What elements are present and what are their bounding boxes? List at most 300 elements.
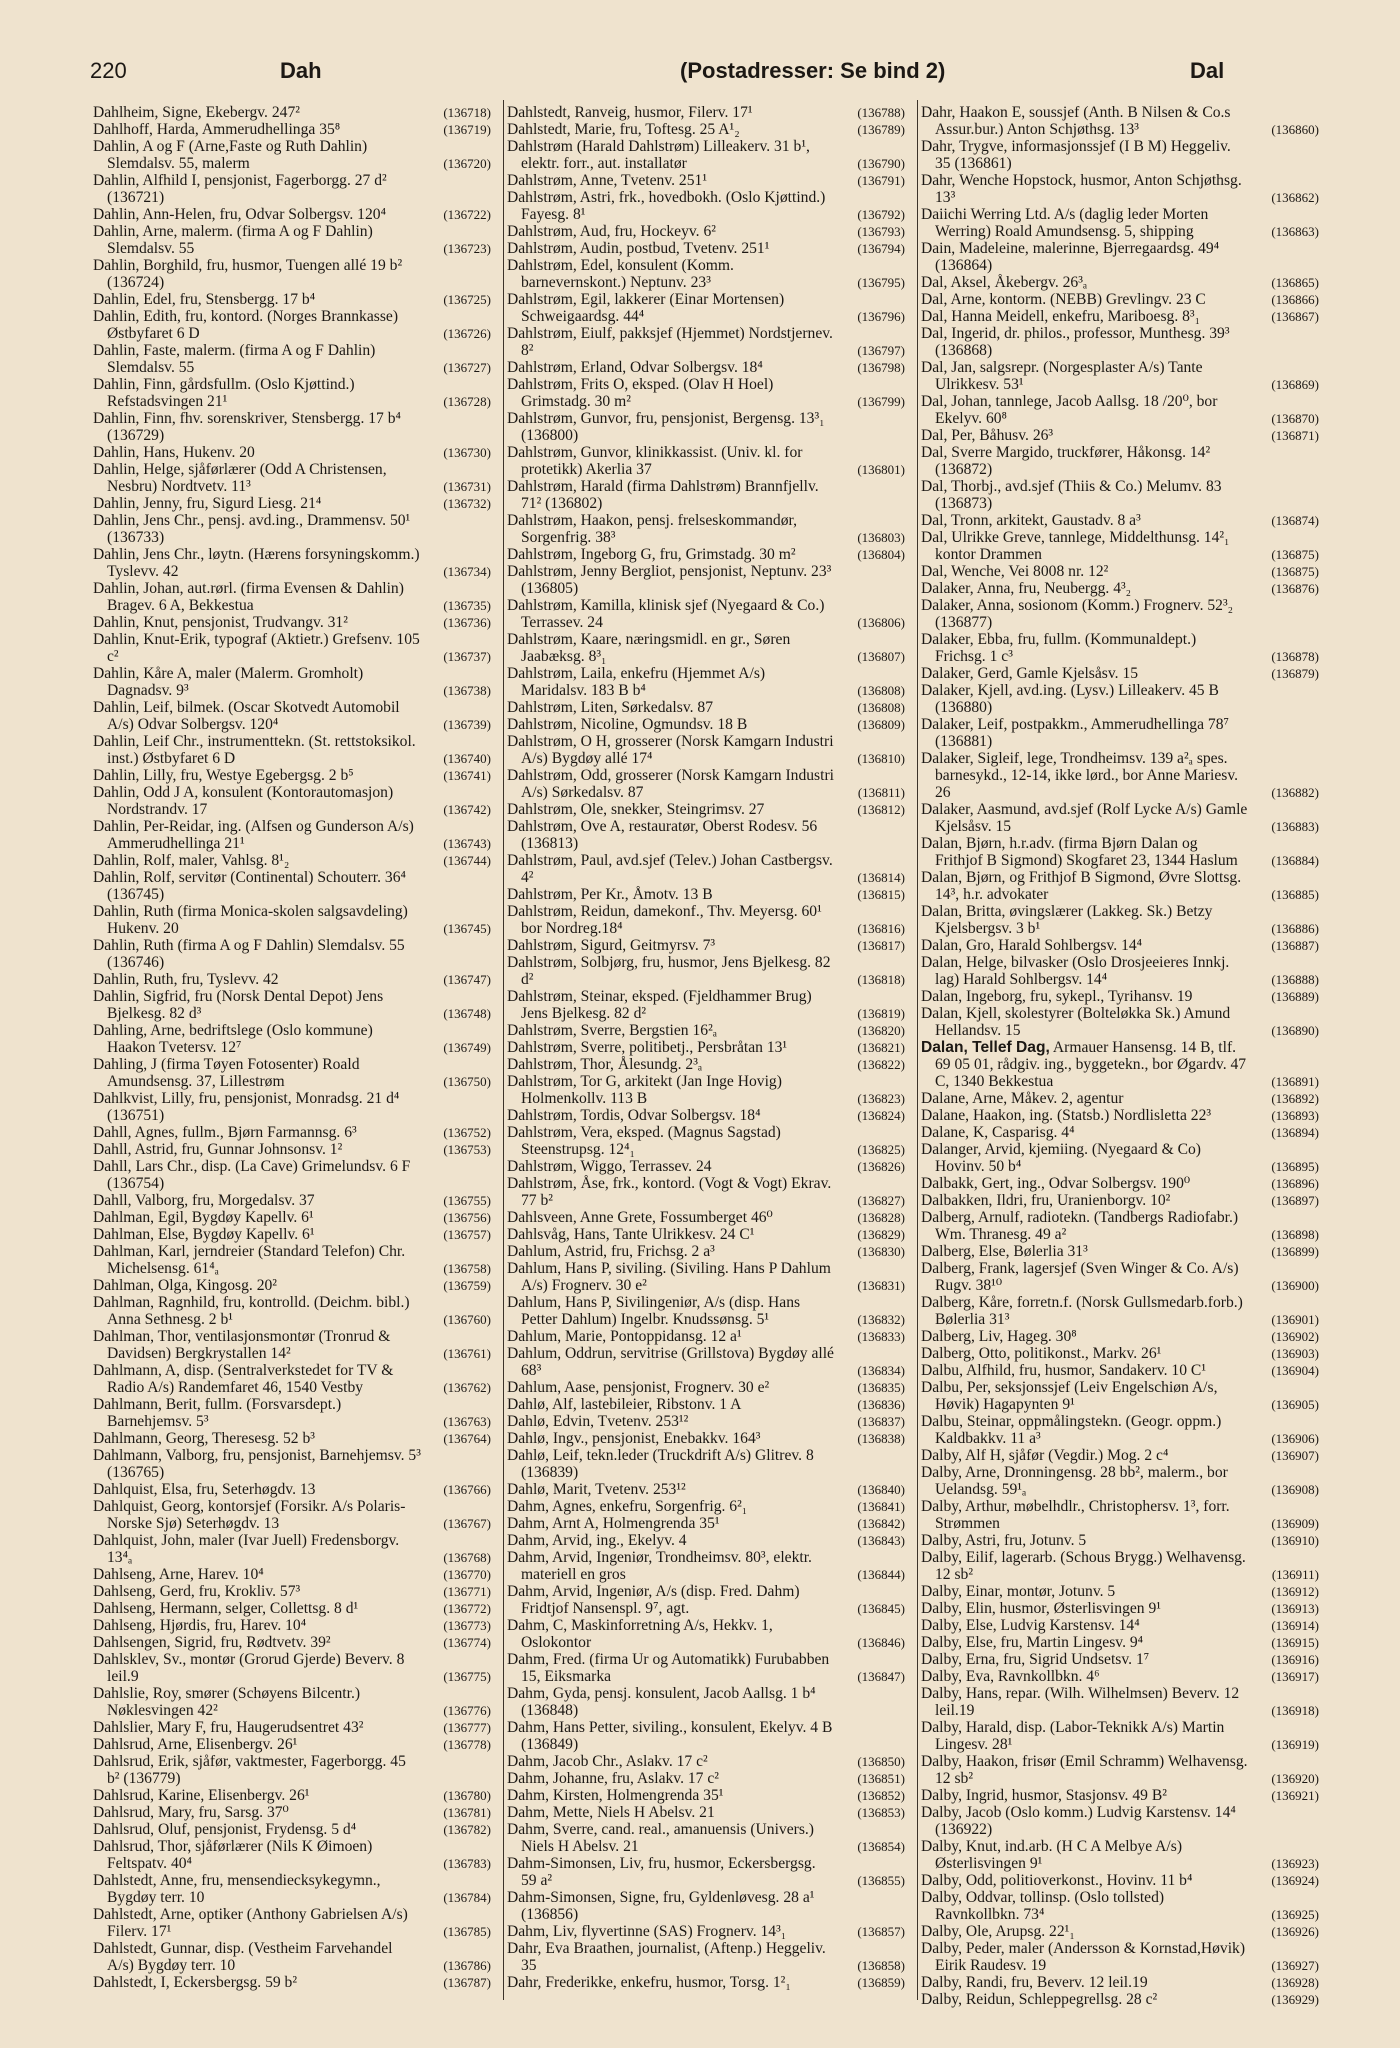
directory-entry <box>921 1838 1319 1872</box>
right-guide-word: Dal <box>1190 58 1225 83</box>
entry-number: (136815) <box>857 887 905 902</box>
directory-entry <box>921 1141 1319 1175</box>
entry-number: (136807) <box>857 649 905 664</box>
entry-number: (136817) <box>857 938 905 953</box>
entry-number: (136811) <box>857 785 905 800</box>
entry-text: Dalaker, Anna, sosionom (Komm.) Frognerv. 52³₂ (136877) <box>921 597 1234 631</box>
entry-text: Dahlin, Jens Chr., løytn. (Hærens forsyningskomm.) Tyslevv. 42 <box>93 546 420 580</box>
entry-text: Dahlin, Finn, fhv. sorenskriver, Stensbergg. 17 b⁴ (136729) <box>93 410 401 444</box>
directory-entry <box>93 733 491 767</box>
directory-entry <box>921 1923 1319 1940</box>
directory-entry <box>507 223 905 240</box>
directory-entry <box>507 1260 905 1294</box>
entry-text: Daiichi Werring Ltd. A/s (daglig leder Morten Werring) Roald Amundsensg. 5, shipping <box>921 206 1209 240</box>
entry-number: (136917) <box>1271 1669 1319 1684</box>
directory-entry <box>507 1770 905 1787</box>
entry-text: Dalbu, Alfhild, fru, husmor, Sandakerv. 10 C¹ <box>921 1362 1206 1379</box>
directory-entry <box>921 1260 1319 1294</box>
entry-text: Dahlstrøm, Kamilla, klinisk sjef (Nyegaard & Co.) Terrassev. 24 <box>507 597 825 631</box>
entry-text: Dahlseng, Hjørdis, fru, Harev. 10⁴ <box>93 1617 307 1634</box>
directory-entry <box>93 1090 491 1124</box>
entry-number: (136758) <box>443 1261 491 1276</box>
directory-entry <box>93 308 491 342</box>
entry-number: (136838) <box>857 1431 905 1446</box>
directory-entry <box>507 359 905 376</box>
entry-number: (136776) <box>443 1703 491 1718</box>
entry-number: (136924) <box>1271 1873 1319 1888</box>
directory-entry <box>921 1804 1319 1838</box>
entry-text: Dahm, Arvid, Ingeniør, Trondheimsv. 80³, elektr. materiell en gros <box>507 1549 812 1583</box>
directory-entry <box>921 1719 1319 1753</box>
entry-text: Dahlstedt, Marie, fru, Toftesg. 25 A¹₂ <box>507 121 740 138</box>
entry-number: (136798) <box>857 360 905 375</box>
directory-entry <box>921 1889 1319 1923</box>
directory-entry <box>93 1056 491 1090</box>
entry-number: (136927) <box>1271 1958 1319 1973</box>
directory-entry <box>921 1872 1319 1889</box>
entry-number: (136895) <box>1271 1159 1319 1174</box>
entry-text: Dal, Ingerid, dr. philos., professor, Munthesg. 39³ (136868) <box>921 325 1230 359</box>
entry-number: (136906) <box>1271 1431 1319 1446</box>
directory-entry <box>921 1124 1319 1141</box>
entry-text: Dahlseng, Arne, Harev. 10⁴ <box>93 1566 264 1583</box>
directory-entry <box>507 988 905 1022</box>
entry-text: Dahlman, Egil, Bygdøy Kapellv. 6¹ <box>93 1209 314 1226</box>
entry-text: Dahlman, Thor, ventilasjonsmontør (Tronrud & Davidsen) Bergkrystallen 14² <box>93 1328 391 1362</box>
entry-text: Dahlsklev, Sv., montør (Grorud Gjerde) Beverv. 8 leil.9 <box>93 1651 405 1685</box>
directory-entry <box>921 1243 1319 1260</box>
entry-number: (136926) <box>1271 1924 1319 1939</box>
entry-number: (136738) <box>443 683 491 698</box>
directory-entry <box>507 1039 905 1056</box>
directory-entry <box>507 1243 905 1260</box>
directory-entry <box>507 1719 905 1753</box>
entry-text: Dalby, Arne, Dronningensg. 28 bb², malerm., bor Uelandsg. 59¹ₐ <box>921 1464 1228 1498</box>
entry-number: (136888) <box>1271 972 1319 987</box>
entry-text: Dahlstrøm, Wiggo, Terrassev. 24 <box>507 1158 712 1175</box>
entry-number: (136772) <box>443 1601 491 1616</box>
entry-text: Dahll, Agnes, fullm., Bjørn Farmannsg. 6³ <box>93 1124 357 1141</box>
entry-text: Dahlstrøm, Sverre, politibetj., Persbråtan 13¹ <box>507 1039 788 1056</box>
entry-text: Dalby, Randi, fru, Beverv. 12 leil.19 <box>921 1974 1148 1991</box>
directory-entry <box>507 1056 905 1073</box>
directory-entry <box>93 342 491 376</box>
directory-entry <box>921 1379 1319 1413</box>
entry-number: (136875) <box>1271 564 1319 579</box>
entry-text: Dal, Per, Båhusv. 26³ <box>921 427 1054 444</box>
directory-entry <box>921 903 1319 937</box>
entry-text: Dahlstrøm, Harald (firma Dahlstrøm) Brannfjellv. 71² (136802) <box>507 478 819 512</box>
entry-number: (136867) <box>1271 309 1319 324</box>
entry-text: Dahlstrøm, O H, grosserer (Norsk Kamgarn Industri A/s) Bygdøy allé 17⁴ <box>507 733 834 767</box>
directory-entry <box>93 376 491 410</box>
entry-number: (136741) <box>443 768 491 783</box>
entry-number: (136912) <box>1271 1584 1319 1599</box>
entry-text: Dahlstrøm, Gunvor, klinikkassist. (Univ. kl. for protetikk) Akerlia 37 <box>507 444 803 478</box>
entry-number: (136883) <box>1271 819 1319 834</box>
entry-text: Dalaker, Sigleif, lege, Trondheimsv. 139 a²ₐ spes. barnesykd., 12-14, ikke lørd., bor Anne Mariesv. 26 <box>921 750 1239 801</box>
directory-entry <box>921 206 1319 240</box>
entry-number: (136787) <box>443 1975 491 1990</box>
entry-text: Dahlseng, Hermann, selger, Collettsg. 8 d¹ <box>93 1600 359 1617</box>
entry-number: (136822) <box>857 1057 905 1072</box>
entry-text: Dahlin, Ann-Helen, fru, Odvar Solbergsv. 120⁴ <box>93 206 387 223</box>
entry-number: (136834) <box>857 1363 905 1378</box>
entry-text: Dahlstrøm, Frits O, eksped. (Olav H Hoel) Grimstadg. 30 m² <box>507 376 774 410</box>
entry-text: Dahlstrøm, Laila, enkefru (Hjemmet A/s) Maridalsv. 183 B b⁴ <box>507 665 766 699</box>
entry-text: Dalby, Eva, Ravnkollbkn. 4⁶ <box>921 1668 1100 1685</box>
entry-number: (136719) <box>443 122 491 137</box>
entry-number: (136899) <box>1271 1244 1319 1259</box>
directory-entry <box>921 1005 1319 1039</box>
entry-text: Dahlstrøm, Per Kr., Åmotv. 13 B <box>507 886 713 903</box>
entry-number: (136879) <box>1271 666 1319 681</box>
entry-text: Dahlheim, Signe, Ekebergv. 247² <box>93 104 300 121</box>
entry-number: (136874) <box>1271 513 1319 528</box>
entry-number: (136796) <box>857 309 905 324</box>
directory-column-middle <box>507 104 905 1994</box>
directory-entry <box>93 1583 491 1600</box>
entry-number: (136863) <box>1271 224 1319 239</box>
entry-text: Dahlkvist, Lilly, fru, pensjonist, Monradsg. 21 d⁴ (136751) <box>93 1090 400 1124</box>
directory-entry <box>507 954 905 988</box>
entry-number: (136789) <box>857 122 905 137</box>
entry-text: Dahm, Jacob Chr., Aslakv. 17 c² <box>507 1753 708 1770</box>
entry-text: Dahlum, Aase, pensjonist, Frognerv. 30 e² <box>507 1379 770 1396</box>
entry-number: (136757) <box>443 1227 491 1242</box>
entry-text: Dalaker, Ebba, fru, fullm. (Kommunaldept.) Frichsg. 1 c³ <box>921 631 1197 665</box>
entry-text: Dahlin, Knut-Erik, typograf (Aktietr.) Grefsenv. 105 c² <box>93 631 420 665</box>
entry-text: Dahll, Valborg, fru, Morgedalsv. 37 <box>93 1192 315 1209</box>
entry-text: Dahlin, Sigfrid, fru (Norsk Dental Depot) Jens Bjelkesg. 82 d³ <box>93 988 384 1022</box>
entry-number: (136792) <box>857 207 905 222</box>
entry-number: (136833) <box>857 1329 905 1344</box>
entry-text: Dahlin, Ruth (firma Monica-skolen salgsavdeling) Hukenv. 20 <box>93 903 408 937</box>
entry-number: (136752) <box>443 1125 491 1140</box>
entry-text: Dahm, Arnt A, Holmengrenda 35¹ <box>507 1515 720 1532</box>
entry-text: Dahlman, Ragnhild, fru, kontrolld. (Deichm. bibl.) Anna Sethnesg. 2 b¹ <box>93 1294 410 1328</box>
directory-entry <box>93 903 491 937</box>
directory-entry <box>93 869 491 903</box>
directory-entry <box>93 1209 491 1226</box>
directory-entry <box>93 1498 491 1532</box>
entry-text: Dalby, Harald, disp. (Labor-Teknikk A/s) Martin Lingesv. 28¹ <box>921 1719 1225 1753</box>
entry-text: Dahlman, Karl, jerndreier (Standard Telefon) Chr. Michelsensg. 61⁴ₐ <box>93 1243 406 1277</box>
directory-entry <box>93 818 491 852</box>
directory-entry <box>507 325 905 359</box>
directory-entry <box>93 1940 491 1974</box>
directory-entry <box>507 1549 905 1583</box>
directory-entry <box>507 1226 905 1243</box>
entry-text: Dahr, Haakon E, soussjef (Anth. B Nilsen & Co.s Assur.bur.) Anton Schjøthsg. 13³ <box>921 104 1231 138</box>
entry-number: (136818) <box>857 972 905 987</box>
entry-number: (136845) <box>857 1601 905 1616</box>
entry-number: (136722) <box>443 207 491 222</box>
entry-number: (136902) <box>1271 1329 1319 1344</box>
entry-number: (136840) <box>857 1482 905 1497</box>
entry-text: Dahlin, Rolf, maler, Vahlsg. 8¹₂ <box>93 852 290 869</box>
entry-number: (136749) <box>443 1040 491 1055</box>
entry-text: Dalby, Else, Ludvig Karstensv. 14⁴ <box>921 1617 1140 1634</box>
entry-number: (136909) <box>1271 1516 1319 1531</box>
directory-column-right <box>921 104 1319 2008</box>
directory-entry <box>507 699 905 716</box>
entry-text: Dahlstrøm, Jenny Bergliot, pensjonist, Neptunv. 23³ (136805) <box>507 563 832 597</box>
directory-entry <box>921 1974 1319 1991</box>
entry-text: Dalberg, Liv, Hageg. 30⁸ <box>921 1328 1077 1345</box>
entry-text: Dahlstrøm, Erland, Odvar Solbergsv. 18⁴ <box>507 359 763 376</box>
entry-text: Dahlstrøm, Audin, postbud, Tvetenv. 251¹ <box>507 240 770 257</box>
entry-text: Dahm-Simonsen, Signe, fru, Gyldenløvesg. 28 a¹ (136856) <box>507 1889 815 1923</box>
entry-number: (136890) <box>1271 1023 1319 1038</box>
entry-text: Dahlø, Marit, Tvetenv. 253¹² <box>507 1481 686 1498</box>
directory-entry <box>507 1073 905 1107</box>
directory-entry <box>921 563 1319 580</box>
entry-number: (136795) <box>857 275 905 290</box>
entry-number: (136826) <box>857 1159 905 1174</box>
entry-text: Dahlstrøm, Edel, konsulent (Komm. barnevernskont.) Neptunv. 23³ <box>507 257 734 291</box>
entry-number: (136801) <box>857 462 905 477</box>
directory-entry <box>921 597 1319 631</box>
directory-entry <box>507 138 905 172</box>
entry-text: Dalaker, Gerd, Gamle Kjelsåsv. 15 <box>921 665 1139 682</box>
entry-number: (136806) <box>857 615 905 630</box>
entry-number: (136908) <box>1271 1482 1319 1497</box>
directory-entry <box>507 478 905 512</box>
entry-text: Dahlslier, Mary F, fru, Haugerudsentret 43² <box>93 1719 364 1736</box>
directory-entry <box>507 1923 905 1940</box>
page-number: 220 <box>90 58 127 83</box>
entry-number: (136819) <box>857 1006 905 1021</box>
entry-number: (136904) <box>1271 1363 1319 1378</box>
entry-number: (136886) <box>1271 921 1319 936</box>
entry-number: (136916) <box>1271 1652 1319 1667</box>
entry-text: Dahm, Johanne, fru, Aslakv. 17 c² <box>507 1770 719 1787</box>
directory-entry <box>921 274 1319 291</box>
entry-text: Dalberg, Kåre, forretn.f. (Norsk Gullsmedarb.forb.) Bølerlia 31³ <box>921 1294 1243 1328</box>
entry-number: (136736) <box>443 615 491 630</box>
entry-number: (136814) <box>857 870 905 885</box>
entry-number: (136780) <box>443 1788 491 1803</box>
entry-text: Dahlin, Kåre A, maler (Malerm. Gromholt) Dagnadsv. 9³ <box>93 665 364 699</box>
directory-entry <box>921 1413 1319 1447</box>
directory-entry <box>921 1787 1319 1804</box>
entry-number: (136753) <box>443 1142 491 1157</box>
entry-number: (136764) <box>443 1431 491 1446</box>
directory-entry <box>921 478 1319 512</box>
entry-text: Dahlstrøm, Nicoline, Ogmundsv. 18 B <box>507 716 748 733</box>
entry-text: Dahm, Arvid, Ingeniør, A/s (disp. Fred. Dahm) Fridtjof Nansenspl. 9⁷, agt. <box>507 1583 800 1617</box>
directory-entry <box>921 716 1319 750</box>
directory-entry <box>921 104 1319 138</box>
entry-number: (136832) <box>857 1312 905 1327</box>
entry-text: Dalaker, Anna, fru, Neubergg. 4³₂ <box>921 580 1132 597</box>
entry-text: Dalby, Ingrid, husmor, Stasjonsv. 49 B² <box>921 1787 1167 1804</box>
entry-number: (136846) <box>857 1635 905 1650</box>
directory-entry <box>507 121 905 138</box>
entry-text: Dahling, Arne, bedriftslege (Oslo kommune) Haakon Tvetersv. 12⁷ <box>93 1022 373 1056</box>
entry-number: (136869) <box>1271 377 1319 392</box>
entry-text: Dahlquist, Elsa, fru, Seterhøgdv. 13 <box>93 1481 316 1498</box>
directory-entry <box>93 1719 491 1736</box>
entry-text: Dahlquist, John, maler (Ivar Juell) Fredensborgv. 13⁴ₐ <box>93 1532 400 1566</box>
entry-number: (136808) <box>857 683 905 698</box>
entry-text: Dahlstedt, Anne, fru, mensendiecksykegymn., Bygdøy terr. 10 <box>93 1872 381 1906</box>
directory-entry <box>507 563 905 597</box>
directory-entry <box>921 444 1319 478</box>
entry-number: (136804) <box>857 547 905 562</box>
entry-text: Dahlstrøm, Tor G, arkitekt (Jan Inge Hovig) Holmenkollv. 113 B <box>507 1073 782 1107</box>
entry-text: Dalbu, Per, seksjonssjef (Leiv Engelschiøn A/s, Høvik) Hagapynten 9¹ <box>921 1379 1218 1413</box>
entry-number: (136808) <box>857 700 905 715</box>
directory-entry <box>507 1413 905 1430</box>
entry-number: (136910) <box>1271 1533 1319 1548</box>
directory-entry <box>93 223 491 257</box>
entry-number: (136771) <box>443 1584 491 1599</box>
entry-text: Dahlstrøm (Harald Dahlstrøm) Lilleakerv. 31 b¹, elektr. forr., aut. installatør <box>507 138 810 172</box>
entry-text: Dal, Aksel, Åkebergv. 26³ₐ <box>921 274 1088 291</box>
entry-text: Dahlin, Borghild, fru, husmor, Tuengen allé 19 b² (136724) <box>93 257 403 291</box>
entry-number: (136784) <box>443 1890 491 1905</box>
entry-text: Dal, Thorbj., avd.sjef (Thiis & Co.) Melumv. 83 (136873) <box>921 478 1222 512</box>
directory-entry <box>921 427 1319 444</box>
entry-number: (136866) <box>1271 292 1319 307</box>
directory-entry <box>921 1600 1319 1617</box>
directory-entry <box>507 716 905 733</box>
entry-number: (136844) <box>857 1567 905 1582</box>
directory-entry <box>93 1243 491 1277</box>
directory-entry <box>921 1634 1319 1651</box>
entry-text: Dahlin, Finn, gårdsfullm. (Oslo Kjøttind.) Refstadsvingen 21¹ <box>93 376 355 410</box>
entry-text: Dalaker, Kjell, avd.ing. (Lysv.) Lilleakerv. 45 B (136880) <box>921 682 1219 716</box>
directory-entry <box>921 393 1319 427</box>
entry-number: (136857) <box>857 1924 905 1939</box>
entry-text: Dal, Sverre Margido, truckfører, Håkonsg. 14² (136872) <box>921 444 1211 478</box>
entry-text: Dahlin, Helge, sjåførlærer (Odd A Christensen, Nesbru) Nordtvetv. 11³ <box>93 461 387 495</box>
directory-entry <box>507 1787 905 1804</box>
entry-number: (136921) <box>1271 1788 1319 1803</box>
entry-text: Dahlum, Oddrun, servitrise (Grillstova) Bygdøy allé 68³ <box>507 1345 834 1379</box>
entry-number: (136762) <box>443 1380 491 1395</box>
entry-text: Dal, Jan, salgsrepr. (Norgesplaster A/s) Tante Ulrikkesv. 53¹ <box>921 359 1203 393</box>
entry-number: (136830) <box>857 1244 905 1259</box>
entry-number: (136854) <box>857 1839 905 1854</box>
entry-text: Dahlstrøm, Haakon, pensj. frelseskommandør, Sorgenfrig. 38³ <box>507 512 797 546</box>
entry-text: Dal, Hanna Meidell, enkefru, Mariboesg. 8³₁ <box>921 308 1201 325</box>
entry-text: Dahlin, Ruth (firma A og F Dahlin) Slemdalsv. 55 (136746) <box>93 937 405 971</box>
directory-entry <box>93 1736 491 1753</box>
directory-entry <box>93 546 491 580</box>
directory-entry <box>93 1804 491 1821</box>
directory-entry <box>507 903 905 937</box>
entry-text: Dahlstrøm, Reidun, damekonf., Thv. Meyersg. 60¹ bor Nordreg.18⁴ <box>507 903 822 937</box>
directory-entry <box>921 325 1319 359</box>
directory-entry <box>93 1124 491 1141</box>
entry-text: Dalby, Peder, maler (Andersson & Kornstad,Høvik) Eirik Raudesv. 19 <box>921 1940 1246 1974</box>
directory-entry <box>507 104 905 121</box>
entry-text: Dahlum, Hans P, Sivilingeniør, A/s (disp. Hans Petter Dahlum) Ingelbr. Knudssønsg. 5¹ <box>507 1294 801 1328</box>
directory-entry <box>507 631 905 665</box>
entry-number: (136821) <box>857 1040 905 1055</box>
directory-entry <box>93 172 491 206</box>
entry-number: (136851) <box>857 1771 905 1786</box>
entry-text: Dahlstrøm, Åse, frk., kontord. (Vogt & Vogt) Ekrav. 77 b² <box>507 1175 832 1209</box>
entry-text: Dahlstrøm, Vera, eksped. (Magnus Sagstad) Steenstrupsg. 12⁴₁ <box>507 1124 781 1158</box>
entry-text: Dalby, Astri, fru, Jotunv. 5 <box>921 1532 1087 1549</box>
directory-entry <box>921 1668 1319 1685</box>
entry-text: Dahlin, Odd J A, konsulent (Kontorautomasjon) Nordstrandv. 17 <box>93 784 394 818</box>
directory-entry <box>921 1209 1319 1243</box>
entry-text: Dalby, Ole, Arupsg. 22¹₁ <box>921 1923 1075 1940</box>
directory-entry <box>507 410 905 444</box>
entry-number: (136728) <box>443 394 491 409</box>
entry-number: (136876) <box>1271 581 1319 596</box>
entry-number: (136859) <box>857 1975 905 1990</box>
entry-text: Dahlin, Arne, malerm. (firma A og F Dahlin) Slemdalsv. 55 <box>93 223 373 257</box>
directory-entry <box>507 801 905 818</box>
entry-number: (136744) <box>443 853 491 868</box>
directory-entry <box>507 1124 905 1158</box>
entry-number: (136824) <box>857 1108 905 1123</box>
directory-entry <box>93 1277 491 1294</box>
directory-entry <box>93 104 491 121</box>
entry-text: Dahlin, Edel, fru, Stensbergg. 17 b⁴ <box>93 291 316 308</box>
directory-entry <box>921 801 1319 835</box>
directory-column-left <box>93 104 491 1994</box>
directory-entry <box>507 597 905 631</box>
entry-number: (136915) <box>1271 1635 1319 1650</box>
entry-number: (136785) <box>443 1924 491 1939</box>
directory-entry <box>507 1175 905 1209</box>
left-guide-word: Dah <box>280 58 322 83</box>
directory-entry <box>93 206 491 223</box>
entry-text: Dahlin, Jens Chr., pensj. avd.ing., Drammensv. 50¹ (136733) <box>93 512 411 546</box>
directory-entry <box>507 1617 905 1651</box>
entry-number: (136742) <box>443 802 491 817</box>
entry-text: Dahr, Eva Braathen, journalist, (Aftenp.) Heggeliv. 35 <box>507 1940 826 1974</box>
entry-number: (136829) <box>857 1227 905 1242</box>
entry-number: (136825) <box>857 1142 905 1157</box>
directory-entry <box>507 1022 905 1039</box>
entry-number: (136907) <box>1271 1448 1319 1463</box>
entry-text: Dahlø, Edvin, Tvetenv. 253¹² <box>507 1413 689 1430</box>
entry-text: Dalby, Odd, politioverkonst., Hovinv. 11 b⁴ <box>921 1872 1193 1889</box>
directory-entry <box>93 852 491 869</box>
entry-text: Dahlin, Alfhild I, pensjonist, Fagerborgg. 27 d² (136721) <box>93 172 387 206</box>
entry-number: (136777) <box>443 1720 491 1735</box>
entry-number: (136913) <box>1271 1601 1319 1616</box>
entry-text: Dal, Arne, kontorm. (NEBB) Grevlingv. 23 C <box>921 291 1206 308</box>
directory-entry <box>921 937 1319 954</box>
directory-entry <box>921 580 1319 597</box>
entry-text: Dahlsvåg, Hans, Tante Ulrikkesv. 24 C¹ <box>507 1226 755 1243</box>
directory-entry <box>93 495 491 512</box>
directory-entry <box>507 767 905 801</box>
entry-name-bold: Dalan, Tellef Dag, <box>921 1039 1050 1056</box>
entry-number: (136740) <box>443 751 491 766</box>
entry-text: Dahlstrøm, Paul, avd.sjef (Telev.) Johan Castbergsv. 4² <box>507 852 833 886</box>
directory-entry <box>93 1651 491 1685</box>
directory-entry <box>507 1974 905 1991</box>
directory-entry <box>507 1447 905 1481</box>
directory-entry <box>93 410 491 444</box>
entry-number: (136842) <box>857 1516 905 1531</box>
directory-entry <box>507 1855 905 1889</box>
entry-text: Dahlin, Faste, malerm. (firma A og F Dahlin) Slemdalsv. 55 <box>93 342 376 376</box>
directory-entry <box>93 1396 491 1430</box>
entry-text: Dahm, Agnes, enkefru, Sorgenfrig. 6²₁ <box>507 1498 748 1515</box>
entry-number: (136894) <box>1271 1125 1319 1140</box>
